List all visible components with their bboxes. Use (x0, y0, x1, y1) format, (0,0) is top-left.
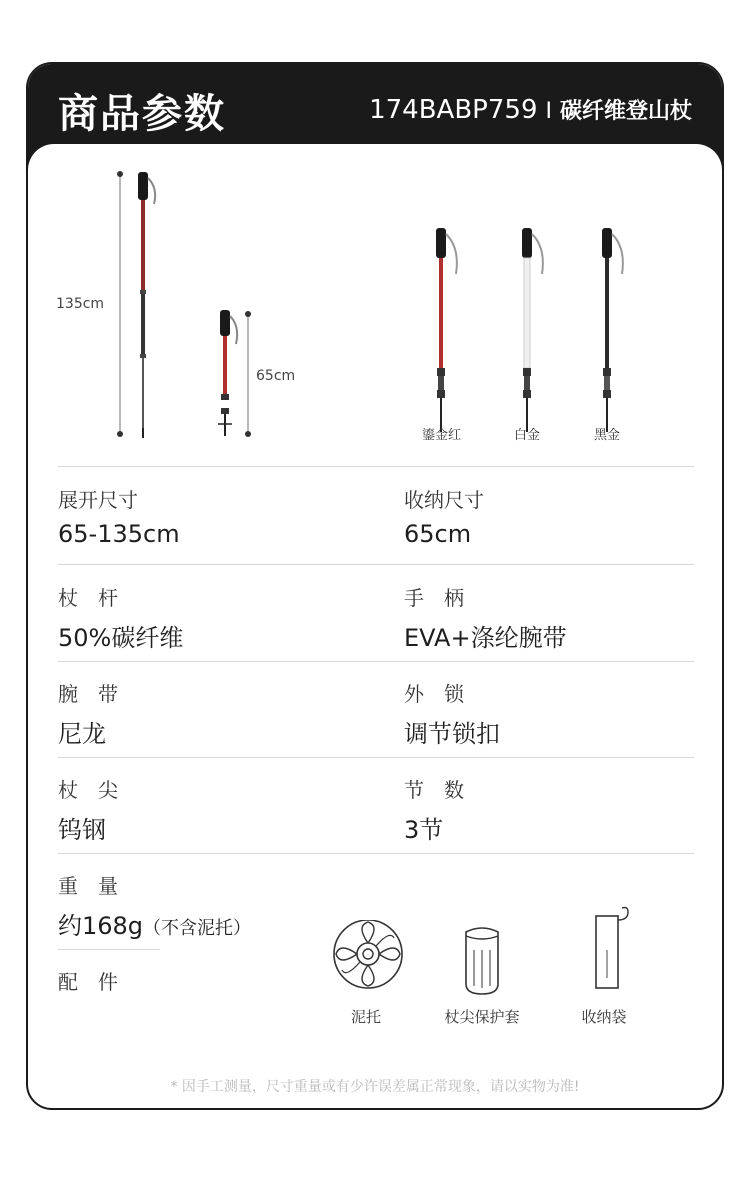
accessory-label-basket: 泥托 (350, 1008, 381, 1026)
spec-value-collapsed-size: 65cm (404, 520, 472, 548)
spec-value-handle: EVA+涤纶腕带 (404, 624, 567, 652)
extended-pole-icon (138, 172, 155, 438)
collapsed-dimension-line (245, 311, 251, 437)
color-variant-white-pole (522, 228, 543, 432)
spec-label-accessories: 配 件 (58, 970, 118, 994)
spec-value-sections: 3节 (404, 816, 444, 844)
product-name: 碳纤维登山杖 (559, 99, 692, 124)
extended-dimension-line (117, 171, 123, 437)
spec-card (26, 62, 724, 1110)
spec-value-strap: 尼龙 (58, 720, 106, 748)
mud-basket-icon (328, 920, 408, 990)
color-label-white: 白金 (514, 428, 541, 443)
spec-label-strap: 腕 带 (58, 682, 118, 706)
color-label-black: 黑金 (594, 428, 621, 443)
extended-length-label: 135cm (56, 296, 105, 312)
weight-note: （不含泥托） (143, 918, 252, 939)
divider (58, 466, 694, 467)
divider (58, 564, 694, 565)
footer-note: * 因手工测量，尺寸重量或有少许误差属正常现象，请以实物为准! (170, 1079, 580, 1095)
spec-label-collapsed-size: 收纳尺寸 (404, 488, 484, 512)
spec-value-weight (58, 906, 251, 941)
page-title: 商品参数 (58, 91, 226, 137)
divider (58, 661, 694, 662)
color-variant-red-pole (436, 228, 457, 432)
collapsed-length-label: 65cm (256, 368, 296, 384)
divider (58, 853, 694, 854)
storage-bag-icon (588, 906, 632, 992)
divider (58, 949, 160, 950)
spec-value-shaft: 50%碳纤维 (58, 624, 184, 652)
color-label-red: 鎏金红 (422, 428, 462, 443)
accessory-label-bag: 收纳袋 (581, 1008, 627, 1026)
spec-label-tip: 杖 尖 (58, 778, 118, 802)
spec-label-handle: 手 柄 (404, 586, 464, 610)
weight-value: 约168g (58, 912, 144, 940)
model-separator: I (545, 99, 552, 124)
divider (58, 757, 694, 758)
spec-label-sections: 节 数 (404, 778, 464, 802)
product-illustration (28, 164, 724, 454)
spec-value-extended-size: 65-135cm (58, 520, 180, 548)
spec-label-lock: 外 锁 (404, 682, 464, 706)
product-image-area (28, 164, 722, 454)
spec-value-tip: 钨钢 (58, 816, 106, 844)
collapsed-pole-icon (218, 310, 237, 436)
model-info (369, 94, 692, 125)
tip-protector-icon (460, 924, 504, 996)
color-variant-black-pole (602, 228, 623, 432)
spec-label-weight: 重 量 (58, 874, 118, 898)
spec-label-extended-size: 展开尺寸 (58, 488, 138, 512)
spec-value-lock: 调节锁扣 (404, 720, 500, 748)
accessory-label-tip-protector: 杖尖保护套 (444, 1008, 520, 1026)
model-code: 174BABP759 (369, 95, 538, 125)
spec-label-shaft: 杖 杆 (58, 586, 118, 610)
